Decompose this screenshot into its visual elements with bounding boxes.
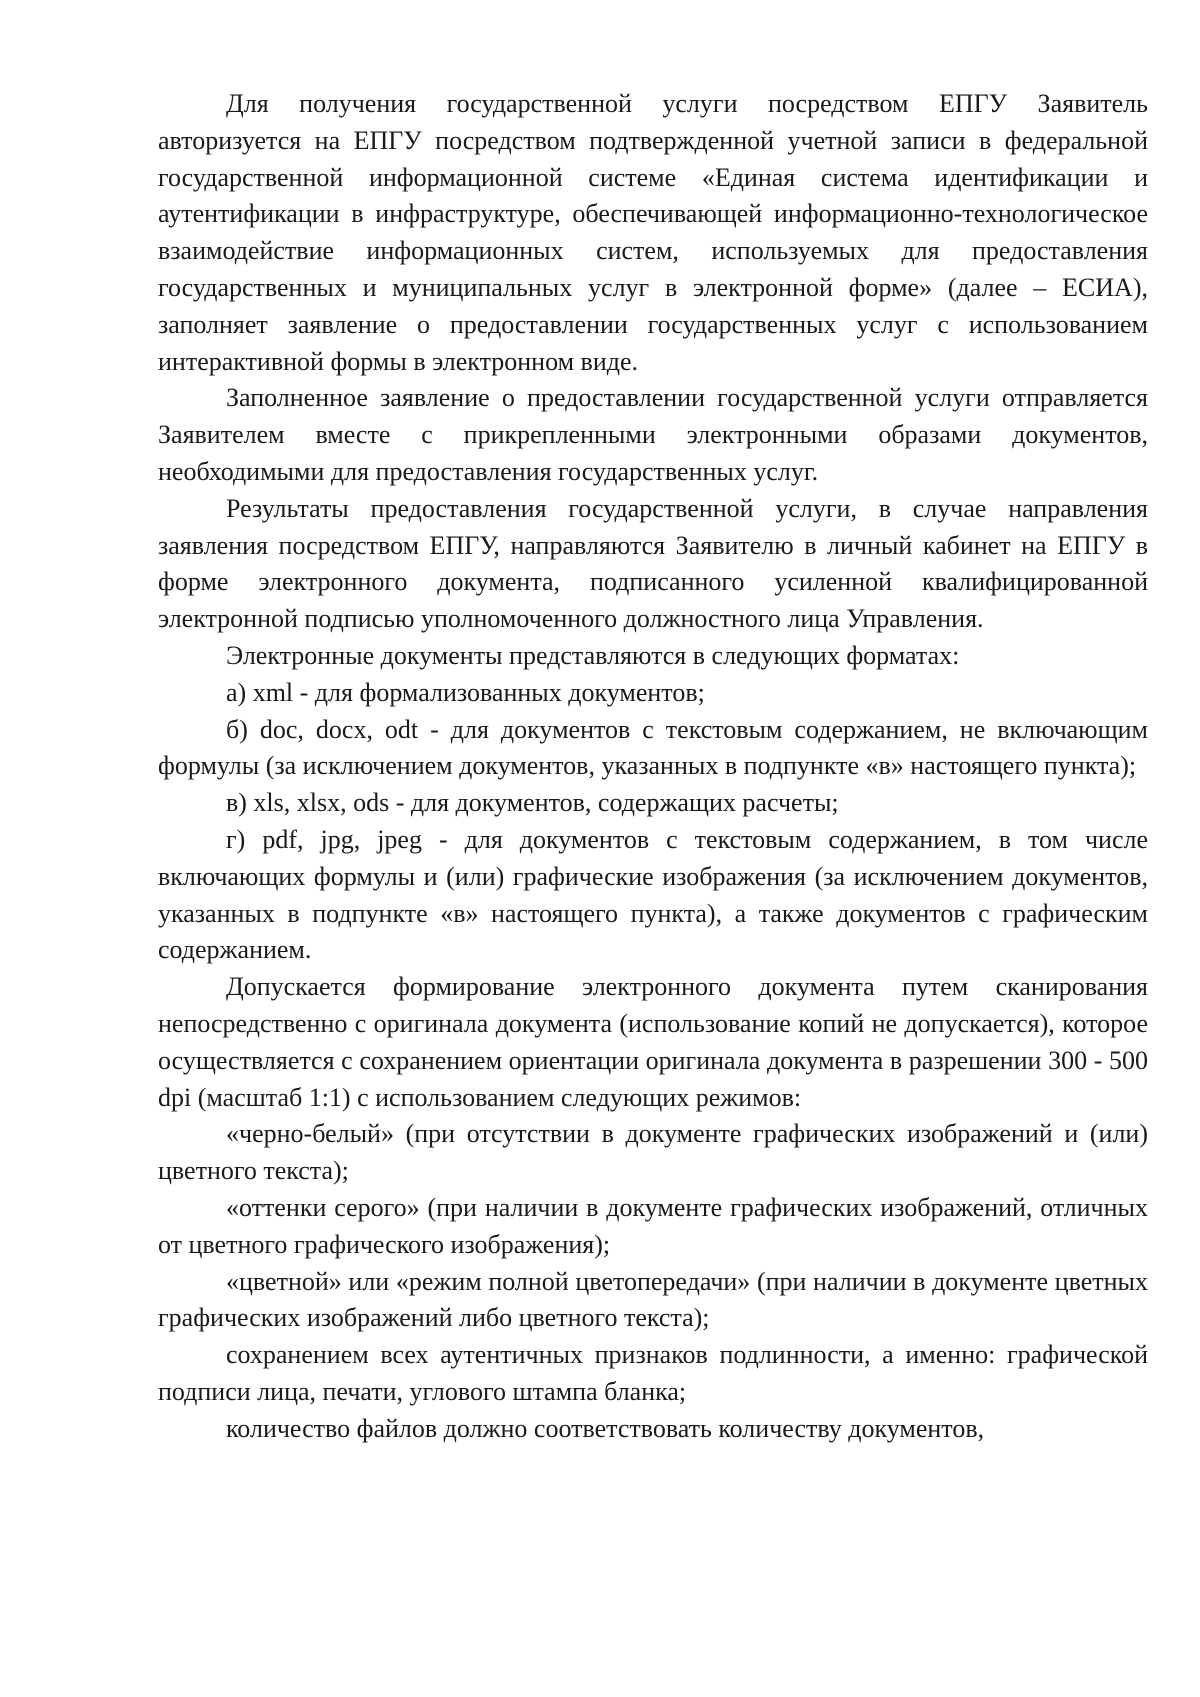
- paragraph-format-g: г) pdf, jpg, jpeg - для документов с текстовым содержанием, в том числе включающих формулы и (или) графические изображения (за исключением документов, указанных в подпункте «в» настоящего пункта), а также документов с графическим содержанием.: [158, 824, 1148, 965]
- paragraph-mode-grayscale: «оттенки серого» (при наличии в документе графических изображений, отличных от цветного графического изображения);: [158, 1192, 1148, 1259]
- paragraph-authenticity: сохранением всех аутентичных признаков подлинности, а именно: графической подписи лица, печати, углового штампа бланка;: [158, 1340, 1148, 1406]
- paragraph-scanning: Допускается формирование электронного документа путем сканирования непосредственно с оригинала документа (использование копий не допускается), которое осуществляется с сохранением ориентации оригинала документа в разрешении 300 - 500 dpi (масштаб 1:1) с использованием следующих режимов:: [158, 972, 1148, 1112]
- paragraph-format-a: а) xml - для формализованных документов;: [226, 677, 705, 707]
- paragraph-mode-color: «цветной» или «режим полной цветопередачи» (при наличии в документе цветных графических изображений либо цветного текста);: [158, 1266, 1148, 1333]
- paragraph-formats-intro: Электронные документы представляются в следующих форматах:: [226, 640, 960, 670]
- document-body: [158, 86, 1148, 1447]
- paragraph-file-count: количество файлов должно соответствовать количеству документов,: [226, 1413, 985, 1443]
- paragraph-application-sending: Заполненное заявление о предоставлении государственной услуги отправляется Заявителем вместе с прикрепленными электронными образами документов, необходимыми для предоставления государственных услуг.: [158, 383, 1148, 486]
- paragraph-format-b: б) doc, docx, odt - для документов с текстовым содержанием, не включающим формулы (за исключением документов, указанных в подпункте «в» настоящего пункта);: [158, 714, 1148, 781]
- paragraph-epgu-authorization: Для получения государственной услуги посредством ЕПГУ Заявитель авторизуется на ЕПГУ посредством подтвержденной учетной записи в федеральной государственной информационной системе «Единая система идентификации и аутентификации в инфраструктуре, обеспечивающей информационно-технологическое взаимодействие информационных систем, используемых для предоставления государственных и муниципальных услуг в электронной форме» (далее – ЕСИА), заполняет заявление о предоставлении государственных услуг с использованием интерактивной формы в электронном виде.: [158, 89, 1148, 376]
- paragraph-format-v: в) xls, xlsx, ods - для документов, содержащих расчеты;: [226, 788, 839, 818]
- paragraph-mode-black-white: «черно-белый» (при отсутствии в документе графических изображений и (или) цветного текста);: [158, 1119, 1148, 1186]
- paragraph-service-results: Результаты предоставления государственной услуги, в случае направления заявления посредством ЕПГУ, направляются Заявителю в личный кабинет на ЕПГУ в форме электронного документа, подписанного усиленной квалифицированной электронной подписью уполномоченного должностного лица Управления.: [158, 493, 1148, 634]
